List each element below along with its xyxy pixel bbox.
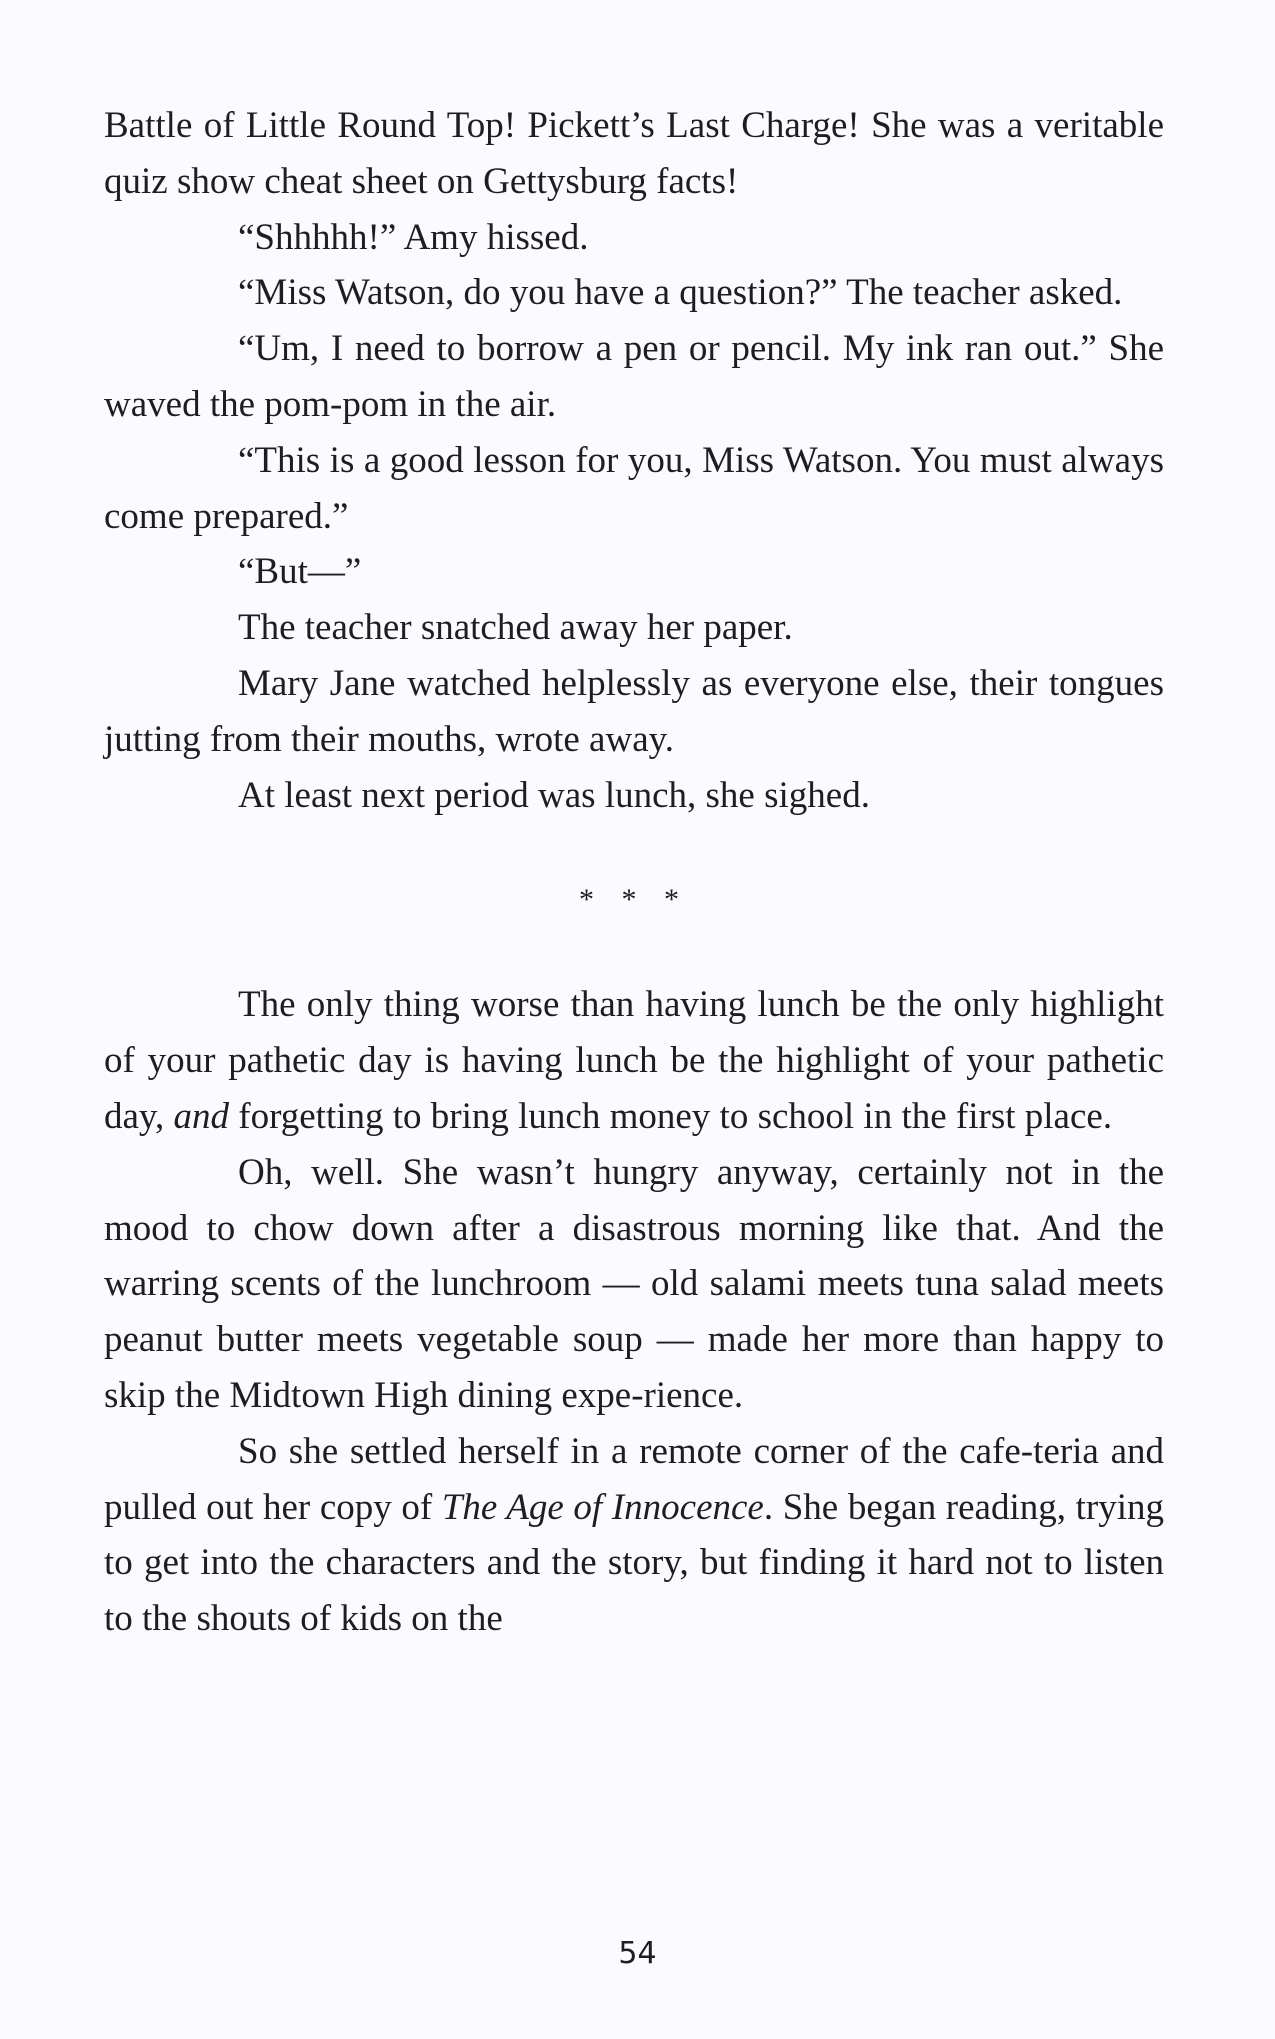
paragraph-only-thing-worse-part-a: The only thing worse than having lunch be the only highlight of your pathetic day is having lunch be the highlight of your pathetic day,	[104, 984, 1164, 1137]
book-title-age-of-innocence: The Age of Innocence	[441, 1486, 764, 1528]
paragraph-oh-well: Oh, well. She wasn’t hungry anyway, certainly not in the mood to chow down after a disastrous morning like that. And the warring scents of the lunchroom — old salami meets tuna salad meets peanut butter meets vegetable soup — made her more than happy to skip the Midtown High dining expe-rience.	[104, 1151, 1164, 1416]
paragraph-borrow-pen: “Um, I need to borrow a pen or pencil. My ink ran out.” She waved the pom-pom in the air.	[104, 328, 1164, 425]
paragraph-settled-herself	[104, 1424, 1164, 1647]
emphasis-and: and	[173, 1095, 230, 1137]
paragraph-teacher-question: “Miss Watson, do you have a question?” The teacher asked.	[238, 272, 1123, 314]
page-number: 54	[618, 1936, 657, 1971]
paragraph-but: “But—”	[238, 551, 362, 593]
section-separator: * * *	[579, 883, 689, 917]
paragraph-only-thing-worse	[104, 977, 1164, 1144]
section-two	[104, 977, 1164, 1647]
section-one	[104, 98, 1164, 823]
paragraph-snatched-paper: The teacher snatched away her paper.	[238, 607, 793, 649]
paragraph-good-lesson: “This is a good lesson for you, Miss Watson. You must always come prepared.”	[104, 439, 1164, 537]
paragraph-watched-helplessly: Mary Jane watched helplessly as everyone else, their tongues jutting from their mouths, wrote away.	[104, 662, 1164, 760]
book-page	[104, 98, 1164, 1647]
paragraph-continuation: Battle of Little Round Top! Pickett’s Last Charge! She was a veritable quiz show cheat sheet on Gettysburg facts!	[104, 105, 1164, 202]
paragraph-amy-hissed: “Shhhhh!” Amy hissed.	[238, 216, 589, 258]
paragraph-settled-herself-part-a: So she settled herself in a remote corner of the cafe-teria and pulled out her copy of	[104, 1430, 1164, 1528]
paragraph-next-period-lunch: At least next period was lunch, she sighed.	[238, 774, 870, 816]
paragraph-only-thing-worse-part-b: forgetting to bring lunch money to school in the first place.	[229, 1095, 1113, 1137]
paragraph-settled-herself-part-b: . She began reading, trying to get into the characters and the story, but finding it hard not to listen to the shouts of kids on the	[104, 1486, 1165, 1640]
